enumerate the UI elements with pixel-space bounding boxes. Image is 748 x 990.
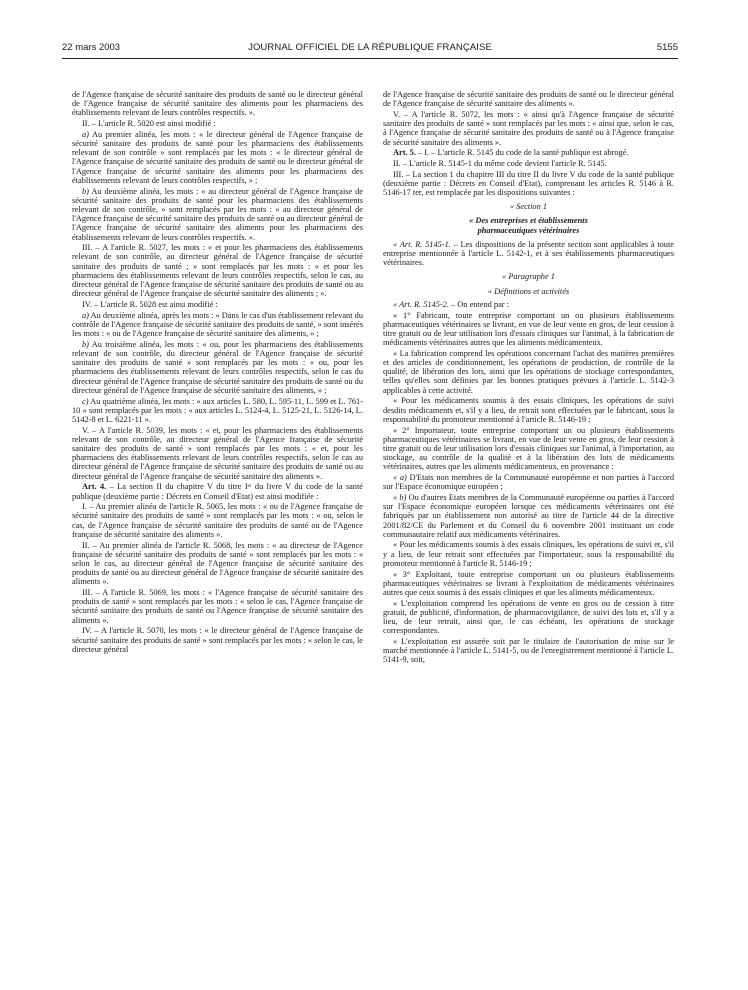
paragraph-text: D'Etats non membres de la Communauté européenne et non parties à l'accord sur l'Espace économique européen ; [383,473,674,492]
paragraph-text: – Les dispositions de la présente section sont applicables à toute entreprise mentionnée à l'article L. 5142-1, et à ses établissements pharmaceutiques vétérinaires. [383,239,674,268]
paragraph [383,148,674,157]
section-heading: « Section 1 [509,202,548,212]
section-title-line: pharmaceutiques vétérinaires [477,225,580,235]
paragraph-text: Au quatrième alinéa, les mots : « aux articles L. 580, L. 595-11, L. 599 et L. 761-10 » sont remplacés par les mots : « aux articles L. 5124-4, L. 5125-21, L. 5126-14, L. 5142-8 et L. 6221-11 ». [72,396,363,424]
article-label: « Art. R. 5145-1. [393,239,451,249]
item-marker: a) [82,129,89,139]
paragraph: IV. – A l'article R. 5070, les mots : « le directeur général de l'Agence française de sécurité sanitaire des produits de santé » sont remplacés par les mots : « selon le cas, le directeur général [72,626,363,654]
paragraph: II. – Au premier alinéa de l'article R. 5068, les mots : « au directeur de l'Agence française de sécurité sanitaire des produits de santé » sont remplacés par les mots : « selon le cas, au directeur général de l'Agence française de sécurité sanitaire des produits de santé ou au directeur général de l'Agence française de sécurité sanitaire des aliments ». [72,540,363,587]
paragraph [72,397,363,425]
paragraph [383,300,674,309]
article-label: Art. 5. [393,148,416,158]
item-marker: c) [82,396,89,406]
paragraph: « L'exploitation comprend les opérations de vente en gros ou de cession à titre gratuit, de publicité, d'information, de pharmacovigilance, de suivi des lots et, s'il y a lieu, de leur retrait, ainsi que, le cas échéant, les opérations de stockage correspondantes. [383,598,674,636]
item-marker: b) [82,186,89,196]
paragraph: de l'Agence française de sécurité sanitaire des produits de santé ou le directeur général de l'Agence française de sécurité sanitaire des aliments pour les pharmaciens des établissements relevant de leurs contrôles respectifs. ». [72,90,363,118]
paragraph: de l'Agence française de sécurité sanitaire des produits de santé ou le directeur général de l'Agence française de sécurité sanitaire des aliments ». [383,90,674,109]
paragraph: « 3° Exploitant, toute entreprise comportant un ou plusieurs établissements pharmaceutiques vétérinaires se livrant à l'exploitation de médicaments vétérinaires autres que ceux soumis à des essais cliniques et que les aliments médicamenteux. [383,569,674,597]
paragraph-subtitle: « Définitions et activités [487,286,570,296]
paragraph [72,311,363,339]
paragraph: II. – L'article R. 5020 est ainsi modifié : [82,119,216,129]
paragraph: « La fabrication comprend les opérations concernant l'achat des matières premières et des articles de conditionnement, les opérations de production, de contrôle de la qualité, de libération des lots, ainsi que les opérations de stockage correspondantes, telles qu'elles sont définies par les bonnes pratiques prévues à l'article L. 5142-3 applicables à cette activité. [383,348,674,395]
paragraph-text: Ou d'autres Etats membres de la Communauté européenne ou parties à l'accord sur l'Espace économique européen lorsque ces médicaments vétérinaires ont été fabriqués par un établissement non autorisé au titre de l'article 44 de la directive 2001/82/CE du Parlement et du Conseil du 6 novembre 2001 instituant un code communautaire relatif aux médicaments vétérinaires. [383,492,674,539]
paragraph: « 1° Fabricant, toute entreprise comportant un ou plusieurs établissements pharmaceutiques vétérinaires se livrant, en vue de leur vente en gros, de leur cession à titre gratuit ou de leur utilisation lors d'essais cliniques sur l'animal, à la fabrication de médicaments vétérinaires autres que les aliments médicamenteux. [383,310,674,348]
paragraph-text: Au deuxième alinéa, après les mots : « Dans le cas d'un établissement relevant du contrôle de l'Agence française de sécurité sanitaire des produits de santé, » sont insérés les mots : « ou de l'Agence française de sécurité sanitaire des aliments, » ; [72,310,363,339]
paragraph: I. – Au premier alinéa de l'article R. 5065, les mots : « ou de l'Agence française de sécurité sanitaire des produits de santé » sont remplacés par les mots : « ou, selon le cas, de l'Agence française de sécurité sanitaire des produits de santé ou de l'Agence française de sécurité sanitaire des aliments ». [72,502,363,539]
paragraph: III. – La section 1 du chapitre III du titre II du livre V du code de la santé publique (deuxième partie : Décrets en Conseil d'Etat), comprenant les articles R. 5146 à R. 5146-17 ter, est remplacée par les dispositions suivantes : [383,169,674,198]
paragraph [383,240,674,268]
paragraph: V. – A l'article R. 5039, les mots : « et, pour les pharmaciens des établissements relevant de son contrôle, au directeur général de l'Agence française de sécurité sanitaire des produits de santé » sont remplacés par les mots : « et, pour les pharmaciens des établissements relevant de leurs contrôles respectifs, selon le cas au directeur général de l'Agence française de sécurité sanitaire des produits de santé ou au directeur général de l'Agence française de sécurité sanitaire des aliments ». [72,425,363,481]
page-header [62,42,678,54]
paragraph-heading: « Paragraphe 1 [502,272,555,282]
paragraph: III. – A l'article R. 5069, les mots : « l'Agence française de sécurité sanitaire des produits de santé » sont remplacés par les mots : « selon le cas, l'Agence française de sécurité sanitaire des produits de santé ou l'Agence française de sécurité sanitaire des aliments ». [72,588,363,625]
item-marker: b) [82,339,89,349]
paragraph-text: – On entend par : [448,299,509,309]
paragraph-text: – I. – L'article R. 5145 du code de la santé publique est abrogé. [415,148,629,158]
paragraph [383,473,674,491]
item-marker: a) [82,310,89,320]
paragraph [72,340,363,395]
paragraph [72,130,363,185]
journal-title: JOURNAL OFFICIEL DE LA RÉPUBLIQUE FRANÇAISE [248,42,492,53]
paragraph: III. – A l'article R. 5027, les mots : « et pour les pharmaciens des établissements relevant de son contrôle, au directeur général de l'Agence française de sécurité sanitaire des produits de santé ; » sont remplacés par les mots : « et pour les pharmaciens des établissements relevant de leurs contrôles respectifs, selon le cas, au directeur général de l'Agence française de sécurité sanitaire des produits de santé ou au directeur général de l'Agence française de sécurité sanitaire des aliments ; ». [72,243,363,299]
item-marker: « a) [393,473,407,483]
issue-date: 22 mars 2003 [62,42,121,53]
paragraph-text: Au premier alinéa, les mots : « le directeur général de l'Agence française de sécurité sanitaire des produits de santé pour les pharmaciens des établissements relevant de son contrôle » sont remplacés par les mots : « le directeur général de l'Agence française de sécurité sanitaire des produits de santé ou le directeur général de l'Agence française de sécurité sanitaire des aliments pour les pharmaciens des établissements relevant de leurs contrôles respectifs, » ; [72,129,363,185]
right-column [383,90,674,666]
paragraph: « Pour les médicaments soumis à des essais cliniques, les opérations de suivi desdits médicaments et, s'il y a lieu, de retrait sont effectuées par le fabricant, sous la responsabilité du promoteur mentionné à l'article R. 5146-19 ; [383,396,674,424]
paragraph: IV. – L'article R. 5028 est ainsi modifié : [82,299,218,309]
paragraph: « Pour les médicaments soumis à des essais cliniques, les opérations de suivi et, s'il y a lieu, de leur retrait sont effectuées par l'importateur, sous la responsabilité du promoteur mentionné à l'article R. 5146-19 ; [383,540,674,568]
paragraph-text: – La section II du chapitre V du titre Iᵉʳ du livre V du code de la santé publique (deuxième partie : Décrets en Conseil d'Etat) est ainsi modifiée : [72,482,364,501]
article-label: Art. 4. [82,482,107,492]
section-title [383,216,674,234]
paragraph: « L'exploitation est assurée soit par le titulaire de l'autorisation de mise sur le marché mentionnée à l'article L. 5141-5, ou de l'enregistrement mentionné à l'article L. 5141-9, soit, [383,636,674,665]
paragraph: II. – L'article R. 5145-1 du même code devient l'article R. 5145. [393,158,607,168]
article-label: « Art. R. 5145-2. [393,299,449,309]
left-column [72,90,363,655]
item-marker: « b) [393,492,407,502]
section-title-line: « Des entreprises et établissements [469,216,588,226]
page-number: 5155 [656,42,678,53]
paragraph-text: Au deuxième alinéa, les mots : « au directeur général de l'Agence française de sécurité sanitaire des produits de santé pour les pharmaciens des établissements relevant de son contrôle, » sont remplacés par les mots : « au directeur général de l'Agence française de sécurité sanitaire des produits de santé ou au directeur général de l'Agence française de sécurité sanitaire des aliments pour les pharmaciens des établissements relevant de leurs contrôles respectifs. ». [72,186,363,242]
paragraph: « 2° Importateur, toute entreprise comportant un ou plusieurs établissements pharmaceutiques vétérinaires se livrant, en vue de leur vente en gros, de leur cession à titre gratuit ou de leur utilisation lors d'essais cliniques sur l'animal, à l'importation, au stockage, au contrôle de la qualité et à la libération des lots de médicaments vétérinaires, autres que les aliments médicamenteux, en provenance : [383,425,674,472]
paragraph [383,493,674,539]
paragraph: V. – A l'article R. 5072, les mots : « ainsi qu'à l'Agence française de sécurité sanitaire des produits de santé » sont remplacés par les mots : « ainsi que, selon le cas, à l'Agence française de sécurité sanitaire des produits de santé ou à l'Agence française de sécurité sanitaire des aliments ». [383,109,674,147]
paragraph [72,482,363,500]
paragraph [72,187,363,242]
header-rule [62,58,678,59]
paragraph-text: Au troisième alinéa, les mots : « ou, pour les pharmaciens des établissements relevant de son contrôle, du directeur général de l'Agence française de sécurité sanitaire des produits de santé » sont remplacés par les mots : « ou, pour les pharmaciens des établissements relevant de leurs contrôles respectifs, selon le cas du directeur général de l'Agence française de sécurité sanitaire des produits de santé ou du directeur général de l'Agence française de sécurité sanitaire des aliments, » ; [72,339,363,395]
